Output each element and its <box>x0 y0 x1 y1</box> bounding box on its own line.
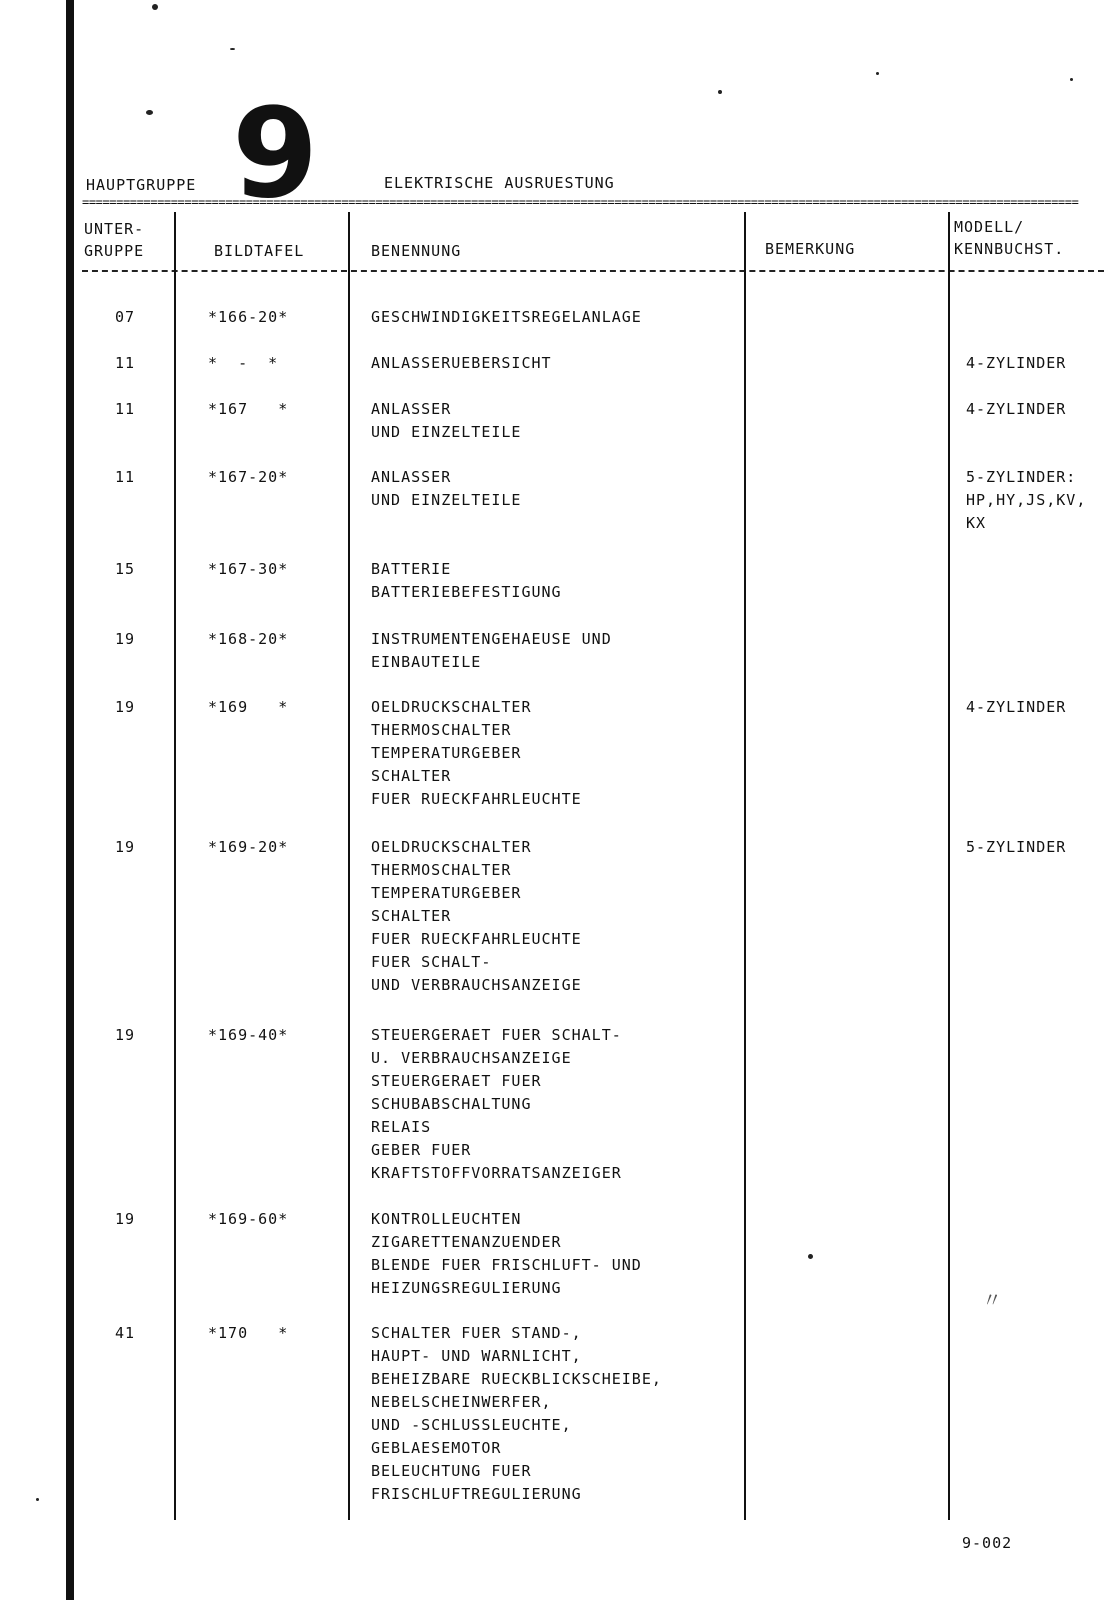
benennung-cell <box>371 836 731 997</box>
benennung-line: STEUERGERAET FUER SCHALT- <box>371 1026 622 1044</box>
modell-line: 5-ZYLINDER: <box>966 468 1077 486</box>
col-header-bildtafel: BILDTAFEL <box>214 242 305 260</box>
benennung-line: FUER RUECKFAHRLEUCHTE <box>371 930 582 948</box>
bildtafel-cell: *166-20* <box>208 308 289 326</box>
group-label: HAUPTGRUPPE <box>86 176 197 194</box>
bildtafel-cell: *169-60* <box>208 1210 289 1228</box>
untergruppe-cell: 11 <box>114 468 136 486</box>
speck <box>808 1254 813 1259</box>
benennung-line: UND VERBRAUCHSANZEIGE <box>371 976 582 994</box>
speck <box>146 110 153 115</box>
modell-line: HP,HY,JS,KV, <box>966 491 1087 509</box>
handwritten-mark: 〃 <box>982 1288 1002 1312</box>
benennung-line: OELDRUCKSCHALTER <box>371 838 532 856</box>
benennung-line: HEIZUNGSREGULIERUNG <box>371 1279 562 1297</box>
modell-cell <box>966 466 1106 535</box>
untergruppe-cell: 19 <box>114 1026 136 1044</box>
benennung-line: BATTERIEBEFESTIGUNG <box>371 583 562 601</box>
binding-edge <box>66 0 74 1600</box>
benennung-cell <box>371 1208 731 1300</box>
untergruppe-cell: 11 <box>114 354 136 372</box>
benennung-line: THERMOSCHALTER <box>371 861 512 879</box>
untergruppe-cell: 19 <box>114 630 136 648</box>
benennung-line: ANLASSER <box>371 468 452 486</box>
modell-line: 5-ZYLINDER <box>966 838 1067 856</box>
modell-line: 4-ZYLINDER <box>966 698 1067 716</box>
benennung-line: BELEUCHTUNG FUER <box>371 1462 532 1480</box>
benennung-line: HAUPT- UND WARNLICHT, <box>371 1347 582 1365</box>
speck <box>230 48 235 50</box>
column-divider <box>948 212 950 1520</box>
benennung-line: FUER SCHALT- <box>371 953 492 971</box>
benennung-line: ZIGARETTENANZUENDER <box>371 1233 562 1251</box>
benennung-line: UND -SCHLUSSLEUCHTE, <box>371 1416 572 1434</box>
benennung-line: INSTRUMENTENGEHAEUSE UND <box>371 630 612 648</box>
benennung-line: UND EINZELTEILE <box>371 423 522 441</box>
benennung-cell <box>371 352 731 375</box>
untergruppe-cell: 19 <box>114 838 136 856</box>
benennung-line: GEBLAESEMOTOR <box>371 1439 502 1457</box>
untergruppe-cell: 19 <box>114 698 136 716</box>
modell-line: KX <box>966 514 987 532</box>
benennung-line: TEMPERATURGEBER <box>371 744 522 762</box>
benennung-line: FRISCHLUFTREGULIERUNG <box>371 1485 582 1503</box>
benennung-cell <box>371 628 731 674</box>
benennung-line: ANLASSERUEBERSICHT <box>371 354 552 372</box>
benennung-line: UND EINZELTEILE <box>371 491 522 509</box>
benennung-cell <box>371 558 731 604</box>
modell-cell <box>966 398 1106 421</box>
benennung-line: OELDRUCKSCHALTER <box>371 698 532 716</box>
bildtafel-cell: *169-20* <box>208 838 289 856</box>
bildtafel-cell: *170 * <box>208 1324 289 1342</box>
benennung-line: BEHEIZBARE RUECKBLICKSCHEIBE, <box>371 1370 662 1388</box>
benennung-line: FUER RUECKFAHRLEUCHTE <box>371 790 582 808</box>
col-header-modell: MODELL/ KENNBUCHST. <box>954 218 1065 258</box>
bildtafel-cell: * - * <box>208 354 279 372</box>
modell-cell <box>966 352 1106 375</box>
benennung-cell <box>371 696 731 811</box>
benennung-line: THERMOSCHALTER <box>371 721 512 739</box>
speck <box>152 4 158 10</box>
column-divider <box>348 212 350 1520</box>
benennung-cell <box>371 1322 731 1506</box>
untergruppe-cell: 19 <box>114 1210 136 1228</box>
benennung-line: SCHUBABSCHALTUNG <box>371 1095 532 1113</box>
benennung-line: BATTERIE <box>371 560 452 578</box>
column-divider <box>744 212 746 1520</box>
double-rule: ================================================================================================================================================== <box>82 196 1079 208</box>
bildtafel-cell: *167-30* <box>208 560 289 578</box>
speck <box>876 72 879 75</box>
col-header-benennung: BENENNUNG <box>371 242 462 260</box>
bildtafel-cell: *169-40* <box>208 1026 289 1044</box>
speck <box>36 1498 39 1501</box>
group-title: ELEKTRISCHE AUSRUESTUNG <box>384 174 615 192</box>
speck <box>718 90 722 94</box>
untergruppe-cell: 15 <box>114 560 136 578</box>
benennung-line: BLENDE FUER FRISCHLUFT- UND <box>371 1256 642 1274</box>
benennung-line: RELAIS <box>371 1118 432 1136</box>
benennung-line: U. VERBRAUCHSANZEIGE <box>371 1049 572 1067</box>
benennung-cell <box>371 1024 731 1185</box>
page-number: 9-002 <box>962 1534 1013 1552</box>
untergruppe-cell: 07 <box>114 308 136 326</box>
bildtafel-cell: *167-20* <box>208 468 289 486</box>
column-divider <box>174 212 176 1520</box>
modell-cell <box>966 836 1106 859</box>
modell-cell <box>966 696 1106 719</box>
benennung-line: TEMPERATURGEBER <box>371 884 522 902</box>
col-header-untergruppe: UNTER- GRUPPE <box>84 220 145 260</box>
speck <box>1070 78 1073 81</box>
benennung-line: ANLASSER <box>371 400 452 418</box>
benennung-line: SCHALTER <box>371 907 452 925</box>
benennung-line: EINBAUTEILE <box>371 653 482 671</box>
untergruppe-cell: 41 <box>114 1324 136 1342</box>
benennung-line: GESCHWINDIGKEITSREGELANLAGE <box>371 308 642 326</box>
modell-line: 4-ZYLINDER <box>966 354 1067 372</box>
benennung-line: SCHALTER <box>371 767 452 785</box>
header-separator <box>82 270 1104 272</box>
benennung-line: NEBELSCHEINWERFER, <box>371 1393 552 1411</box>
modell-line: 4-ZYLINDER <box>966 400 1067 418</box>
bildtafel-cell: *167 * <box>208 400 289 418</box>
benennung-line: STEUERGERAET FUER <box>371 1072 542 1090</box>
benennung-cell <box>371 466 731 512</box>
benennung-cell <box>371 306 731 329</box>
bildtafel-cell: *169 * <box>208 698 289 716</box>
benennung-cell <box>371 398 731 444</box>
benennung-line: GEBER FUER <box>371 1141 472 1159</box>
col-header-bemerkung: BEMERKUNG <box>765 240 856 258</box>
benennung-line: SCHALTER FUER STAND-, <box>371 1324 582 1342</box>
bildtafel-cell: *168-20* <box>208 630 289 648</box>
benennung-line: KONTROLLEUCHTEN <box>371 1210 522 1228</box>
untergruppe-cell: 11 <box>114 400 136 418</box>
benennung-line: KRAFTSTOFFVORRATSANZEIGER <box>371 1164 622 1182</box>
group-number: 9 <box>232 82 319 226</box>
